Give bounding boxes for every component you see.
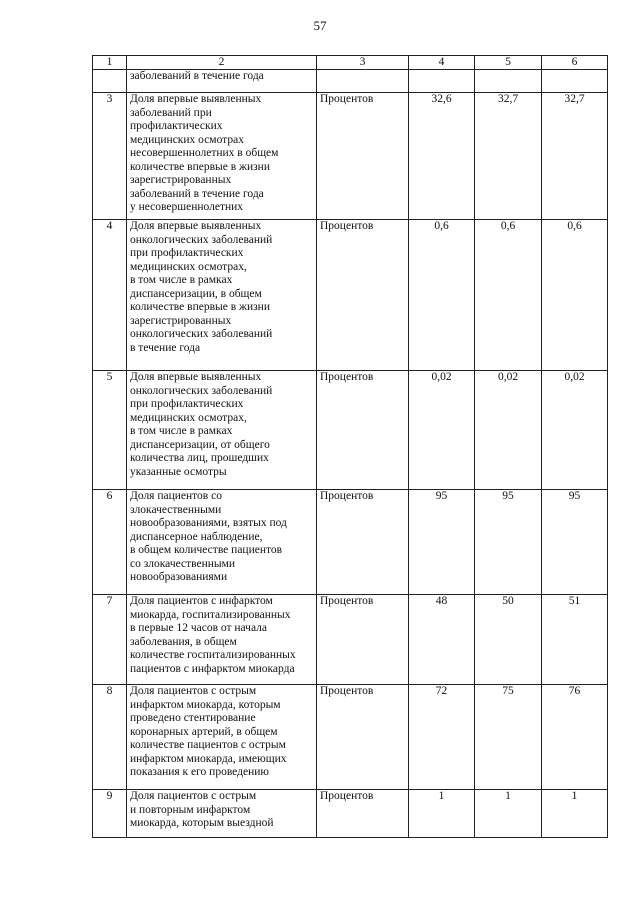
column-header: 5 xyxy=(475,56,542,70)
indicator-name-line: медицинских осмотрах, xyxy=(130,411,247,424)
value-cell-year-1 xyxy=(409,70,475,93)
table-row xyxy=(93,220,608,371)
indicator-name-line: миокарда, госпитализированных xyxy=(130,608,291,621)
indicator-name-line: количестве впервые в жизни xyxy=(130,160,270,173)
unit-cell: Процентов xyxy=(317,790,409,838)
value-cell-year-3: 95 xyxy=(542,490,608,595)
value-cell-year-1: 72 xyxy=(409,685,475,790)
indicator-name-line: Доля впервые выявленных xyxy=(130,220,262,232)
indicator-name-line: и повторным инфарктом xyxy=(130,803,251,816)
indicator-name-line: онкологических заболеваний xyxy=(130,233,273,246)
indicator-name-line: медицинских осмотрах xyxy=(130,133,244,146)
row-number-cell: 8 xyxy=(93,685,127,790)
indicator-name-line: показания к его проведению xyxy=(130,766,269,778)
indicator-name-line: в первые 12 часов от начала xyxy=(130,622,268,634)
row-number-cell: 6 xyxy=(93,490,127,595)
indicator-name-line: инфарктом миокарда, которым xyxy=(130,698,281,711)
indicator-name-line: указанные осмотры xyxy=(130,465,227,478)
indicator-name-cell xyxy=(127,220,317,371)
indicator-name-line: при профилактических xyxy=(130,398,244,410)
column-header: 6 xyxy=(542,56,608,70)
indicator-name-line: миокарда, которым выездной xyxy=(130,817,274,829)
indicator-name-line: Доля пациентов с острым xyxy=(130,685,257,697)
indicator-name-line: со злокачественными xyxy=(130,557,236,570)
row-number-cell xyxy=(93,70,127,93)
indicator-name-line: в том числе в рамках xyxy=(130,274,233,286)
indicator-name-line: в общем количестве пациентов xyxy=(130,544,283,556)
indicator-name-line: Доля впервые выявленных xyxy=(130,371,262,383)
row-number-cell: 9 xyxy=(93,790,127,838)
indicator-name-line: заболевания, в общем xyxy=(130,635,237,648)
column-header: 1 xyxy=(93,56,127,70)
indicator-name-line: несовершеннолетних в общем xyxy=(130,147,279,159)
value-cell-year-2: 0,6 xyxy=(475,220,542,371)
indicator-name-line: злокачественными xyxy=(130,503,222,516)
indicator-name-line: диспансеризации, в общем xyxy=(130,287,262,300)
value-cell-year-2: 75 xyxy=(475,685,542,790)
table-header-row xyxy=(93,56,608,70)
indicator-name-line: диспансерное наблюдение, xyxy=(130,530,263,543)
indicator-name-line: количестве госпитализированных xyxy=(130,649,296,661)
indicator-name-line: заболеваний в течение года xyxy=(130,187,264,200)
value-cell-year-3: 0,6 xyxy=(542,220,608,371)
table-row xyxy=(93,93,608,220)
indicator-name-line: коронарных артерий, в общем xyxy=(130,725,278,738)
table-row xyxy=(93,790,608,838)
column-header: 3 xyxy=(317,56,409,70)
row-number-cell: 4 xyxy=(93,220,127,371)
value-cell-year-1: 32,6 xyxy=(409,93,475,220)
indicator-name-line: Доля пациентов с острым xyxy=(130,790,257,802)
indicator-name-line: инфарктом миокарда, имеющих xyxy=(130,752,287,765)
value-cell-year-1: 95 xyxy=(409,490,475,595)
value-cell-year-2: 32,7 xyxy=(475,93,542,220)
unit-cell: Процентов xyxy=(317,685,409,790)
indicator-name-line: в том числе в рамках xyxy=(130,425,233,437)
indicator-name-line: медицинских осмотрах, xyxy=(130,260,247,273)
value-cell-year-3: 51 xyxy=(542,595,608,685)
value-cell-year-2: 50 xyxy=(475,595,542,685)
value-cell-year-3: 76 xyxy=(542,685,608,790)
value-cell-year-1: 0,02 xyxy=(409,371,475,490)
indicator-name-line: Доля пациентов с инфарктом xyxy=(130,595,273,607)
indicator-name-line: количестве впервые в жизни xyxy=(130,301,270,313)
indicator-name-cell xyxy=(127,790,317,838)
indicator-name-line: онкологических заболеваний xyxy=(130,384,273,397)
value-cell-year-3: 1 xyxy=(542,790,608,838)
value-cell-year-1: 48 xyxy=(409,595,475,685)
value-cell-year-3 xyxy=(542,70,608,93)
indicator-name-line: заболеваний в течение года xyxy=(130,70,264,82)
indicator-name-line: новообразованиями xyxy=(130,571,228,583)
table-row xyxy=(93,595,608,685)
unit-cell: Процентов xyxy=(317,595,409,685)
indicator-name-line: количестве пациентов с острым xyxy=(130,739,286,751)
unit-cell: Процентов xyxy=(317,371,409,490)
indicator-name-line: Доля впервые выявленных xyxy=(130,93,262,105)
value-cell-year-2: 1 xyxy=(475,790,542,838)
indicator-name-cell xyxy=(127,490,317,595)
unit-cell: Процентов xyxy=(317,93,409,220)
indicator-name-line: у несовершеннолетних xyxy=(130,201,244,213)
indicator-name-line: профилактических xyxy=(130,120,223,132)
indicator-name-line: онкологических заболеваний xyxy=(130,328,273,340)
value-cell-year-2 xyxy=(475,70,542,93)
indicators-table xyxy=(92,55,608,838)
table-row xyxy=(93,70,608,93)
value-cell-year-2: 95 xyxy=(475,490,542,595)
indicator-name-line: проведено стентирование xyxy=(130,712,256,724)
value-cell-year-3: 0,02 xyxy=(542,371,608,490)
indicator-name-line: заболеваний при xyxy=(130,106,212,119)
unit-cell: Процентов xyxy=(317,490,409,595)
indicator-name-line: количества лиц, прошедших xyxy=(130,452,269,464)
table-row xyxy=(93,490,608,595)
column-header: 4 xyxy=(409,56,475,70)
column-header: 2 xyxy=(127,56,317,70)
indicator-name-line: зарегистрированных xyxy=(130,314,232,327)
row-number-cell: 7 xyxy=(93,595,127,685)
indicator-name-line: новообразованиями, взятых под xyxy=(130,517,287,529)
indicator-name-line: диспансеризации, от общего xyxy=(130,438,270,451)
indicator-name-cell xyxy=(127,371,317,490)
indicator-name-cell xyxy=(127,595,317,685)
table-row xyxy=(93,371,608,490)
value-cell-year-1: 1 xyxy=(409,790,475,838)
value-cell-year-2: 0,02 xyxy=(475,371,542,490)
indicator-name-cell xyxy=(127,93,317,220)
indicator-name-line: пациентов с инфарктом миокарда xyxy=(130,662,295,675)
value-cell-year-3: 32,7 xyxy=(542,93,608,220)
indicator-name-line: в течение года xyxy=(130,341,201,354)
row-number-cell: 5 xyxy=(93,371,127,490)
indicator-name-line: при профилактических xyxy=(130,247,244,259)
row-number-cell: 3 xyxy=(93,93,127,220)
indicator-name-line: Доля пациентов со xyxy=(130,490,222,502)
value-cell-year-1: 0,6 xyxy=(409,220,475,371)
unit-cell: Процентов xyxy=(317,220,409,371)
unit-cell xyxy=(317,70,409,93)
indicator-name-cell xyxy=(127,685,317,790)
table-row xyxy=(93,685,608,790)
indicator-name-line: зарегистрированных xyxy=(130,174,232,186)
indicator-name-cell xyxy=(127,70,317,93)
page-number: 57 xyxy=(313,18,327,33)
